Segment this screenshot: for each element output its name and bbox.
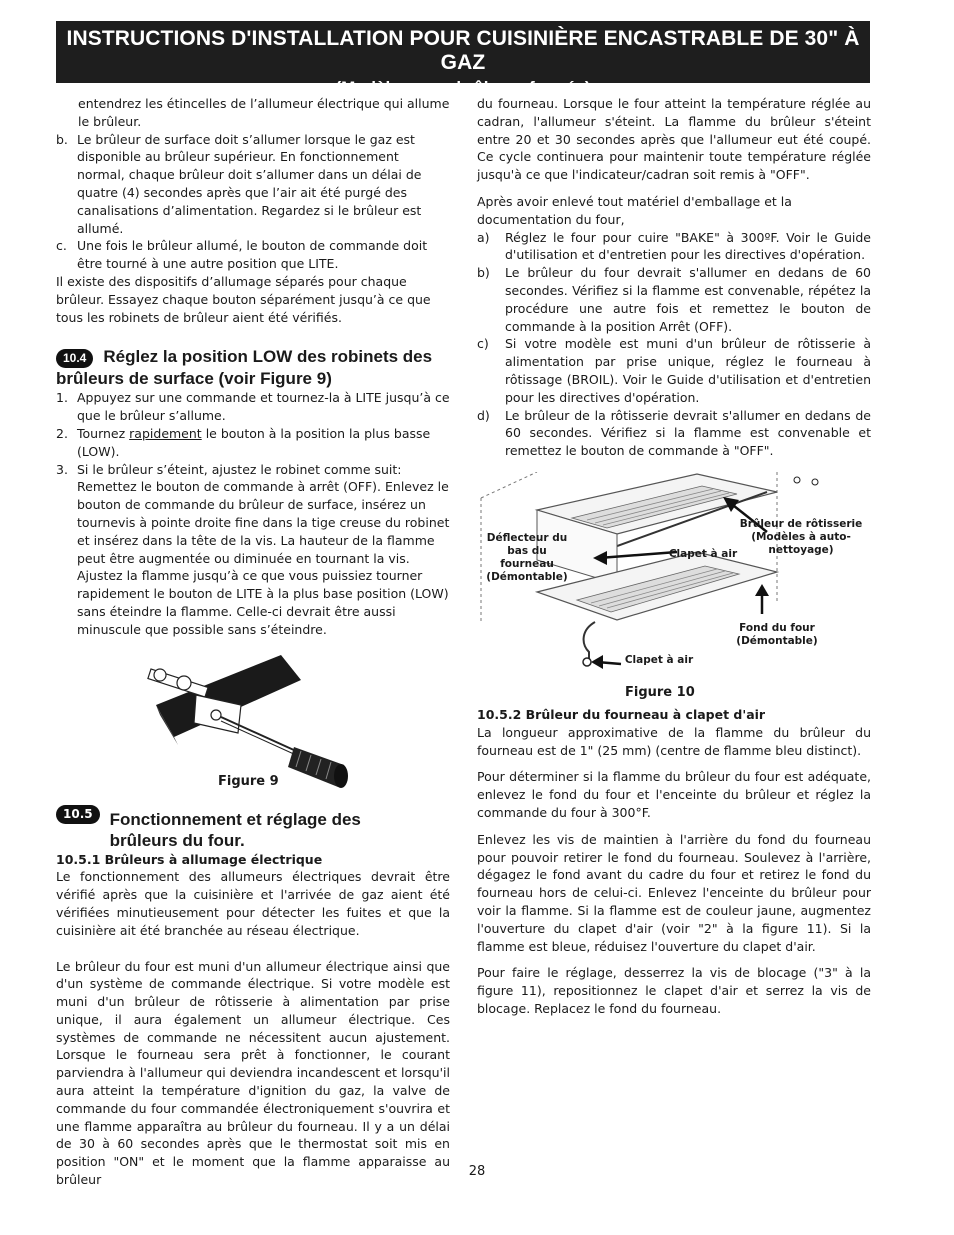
list-item: d) Le brûleur de la rôtisserie devrait s'allumer en dedans de 60 secondes. Vérifiez si la flamme est convenable et remettez le bouton de commande à "OFF". xyxy=(477,407,871,459)
list-item: c) Si votre modèle est muni d'un brûleur de rôtisserie à alimentation par prise unique, réglez le fourneau à rôtissage (BROIL). Voir le Guide d'utilisation et d'entretien pour les directives d'opération. xyxy=(477,336,871,405)
continued-paragraph: du fourneau. Lorsque le four atteint la température réglée au cadran, l'allumeur s'éteint. La flamme du brûleur s'éteint entre 20 et 30 secondes après que l'allumeur eut été coupé. Ce cycle continuera pour maintenir toute température réglée jusqu'à ce que l'indicateur/cadran soit remis à "OFF". xyxy=(477,96,871,183)
figure-10-caption: Figure 10 xyxy=(625,684,695,700)
right-column xyxy=(477,95,871,1018)
label-bruleur-rotisserie: Brûleur de rôtisserie (Modèles à auto-nettoyage) xyxy=(739,517,863,556)
list-item: 1. Appuyez sur une commande et tournez-la à LITE jusqu’à ce que le brûleur s’allume. xyxy=(56,390,450,424)
list-item: a) Réglez le four pour cuire "BAKE" à 300ºF. Voir le Guide d'utilisation et d'entretien pour les directives d'opération. xyxy=(477,229,871,263)
subsection-heading: 10.5.1 Brûleurs à allumage électrique xyxy=(56,851,323,867)
label-clapet-air-2: Clapet à air xyxy=(624,653,694,666)
figure-9-caption: Figure 9 xyxy=(218,773,279,789)
paragraph: Pour faire le réglage, desserrez la vis de blocage ("3" à la figure 11), repositionnez le clapet d'air et serrez la vis de blocage. Replacez le fond du fourneau. xyxy=(477,965,871,1016)
label-clapet-air-1: Clapet à air xyxy=(668,547,738,560)
paragraph: Il existe des dispositifs d’allumage séparés pour chaque brûleur. Essayez chaque bouton séparément jusqu’à ce que tous les robinets de brûleur aient été vérifiés. xyxy=(56,273,431,325)
section-badge: 10.5 xyxy=(56,805,100,824)
figure-9 xyxy=(56,655,450,803)
document-title: INSTRUCTIONS D'INSTALLATION POUR CUISINIÈRE ENCASTRABLE DE 30" À GAZ xyxy=(66,27,860,74)
paragraph: Pour déterminer si la flamme du brûleur du four est adéquate, enlevez le fond du four et l'enceinte du brûleur et réglez la commande du four à 300°F. xyxy=(477,769,871,820)
section-10-5-heading xyxy=(56,803,450,851)
section-title: Réglez la position LOW des robinets des brûleurs de surface (voir Figure 9) xyxy=(56,347,433,389)
paragraph: Le fonctionnement des allumeurs électriques devrait être vérifié après que la cuisinière et l'arrivée de gaz aient été vérifiées minutieusement pour détecter les fuites et que la cuisinière ait été branchée au réseau électrique. xyxy=(56,869,450,938)
section-title: Fonctionnement et réglage des brûleurs du four. xyxy=(109,809,361,850)
list-item: b. Le brûleur de surface doit s’allumer lorsque le gaz est disponible au brûleur supérieur. En fonctionnement normal, chaque brûleur doit s’allumer dans un délai de quatre (4) secondes après que l’air ait été purgé des canalisations d’alimentation. Regardez si le brûleur est allumé. xyxy=(56,131,422,236)
figure-10 xyxy=(477,472,871,704)
left-column xyxy=(56,95,450,1189)
label-fond-four: Fond du four (Démontable) xyxy=(736,621,818,647)
list-item: 2. Tournez rapidement le bouton à la position la plus basse (LOW). xyxy=(56,425,431,459)
list-item: c. Une fois le brûleur allumé, le bouton de commande doit être tourné à une autre position que LITE. xyxy=(56,238,428,272)
header-banner xyxy=(56,21,870,97)
page-number: 28 xyxy=(468,1164,486,1179)
paragraph: Après avoir enlevé tout matériel d'emballage et la documentation du four, xyxy=(477,193,792,227)
list-item: b) Le brûleur du four devrait s'allumer en dedans de 60 secondes. Vérifiez si la flamme est convenable, répétez la procédure une autre fois et remettez le bouton de commande à la position Arrêt (OFF). xyxy=(477,265,871,334)
subsection-heading: 10.5.2 Brûleur du fourneau à clapet d'air xyxy=(477,706,766,722)
continued-paragraph: entendrez les étincelles de l’allumeur électrique qui allume le brûleur. xyxy=(78,96,450,129)
paragraph: La longueur approximative de la flamme du brûleur du fourneau est de 1" (25 mm) (centre de flamme bleu distinct). xyxy=(477,724,871,758)
list-item: 3. Si le brûleur s’éteint, ajustez le robinet comme suit: Remettez le bouton de commande à arrêt (OFF). Enlevez le bouton de commande du brûleur de surface, insérez un tournevis à pointe droite fine dans la tige creuse du robinet et insérez dans la tête de la vis. La hauteur de la flamme peut être augmentée ou diminuée en tournant la vis. Ajustez la flamme jusqu’à ce que vous puissiez tourner rapidement le bouton de LITE à la plus base position (LOW) sans éteindre la flamme. Celle-ci devrait être aussi minuscule que possible sans s’éteindre. xyxy=(56,461,450,637)
label-deflecteur: Déflecteur du bas du fourneau (Démontable) xyxy=(486,531,568,583)
document-subtitle: (Modèles avec brûleurs fermés) xyxy=(335,78,591,97)
section-badge: 10.4 xyxy=(56,349,93,368)
section-10-4-heading xyxy=(56,346,450,389)
paragraph: Le brûleur du four est muni d'un allumeur électrique ainsi que d'un système de commande électrique. Si votre modèle est muni d'un brûleur de rôtisserie à alimentation par prise unique, il aura également un allumeur électrique. Ces systèmes de commande ne nécessitent aucun ajustement. Lorsque le fourneau sera prêt à fonctionner, le courant parviendra à l'allumeur qui deviendra incandescent et lorsqu'il aura atteint la température d'ignition du gaz, la valve de commande du four commandée électroniquement s'ouvrira et une flamme apparaîtra au brûleur du fourneau. Il y a un délai de 30 à 60 secondes après que le thermostat soit mis en position "ON" et le moment que la flamme apparaisse au brûleur xyxy=(56,958,450,1188)
paragraph: Enlevez les vis de maintien à l'arrière du fond du fourneau pour pouvoir retirer le fond du fourneau. Soulevez à l'arrière, dégagez le fond avant du cadre du four et retirez le fond du fourneau hors de celui-ci. Enlevez l'enceinte du brûleur pour voir la flamme. Si la flamme est de couleur jaune, augmentez l'ouverture du clapet d'air (voir "2" à la figure 11). Si la flamme est bleue, réduisez l'ouverture du clapet d'air. xyxy=(477,831,871,954)
